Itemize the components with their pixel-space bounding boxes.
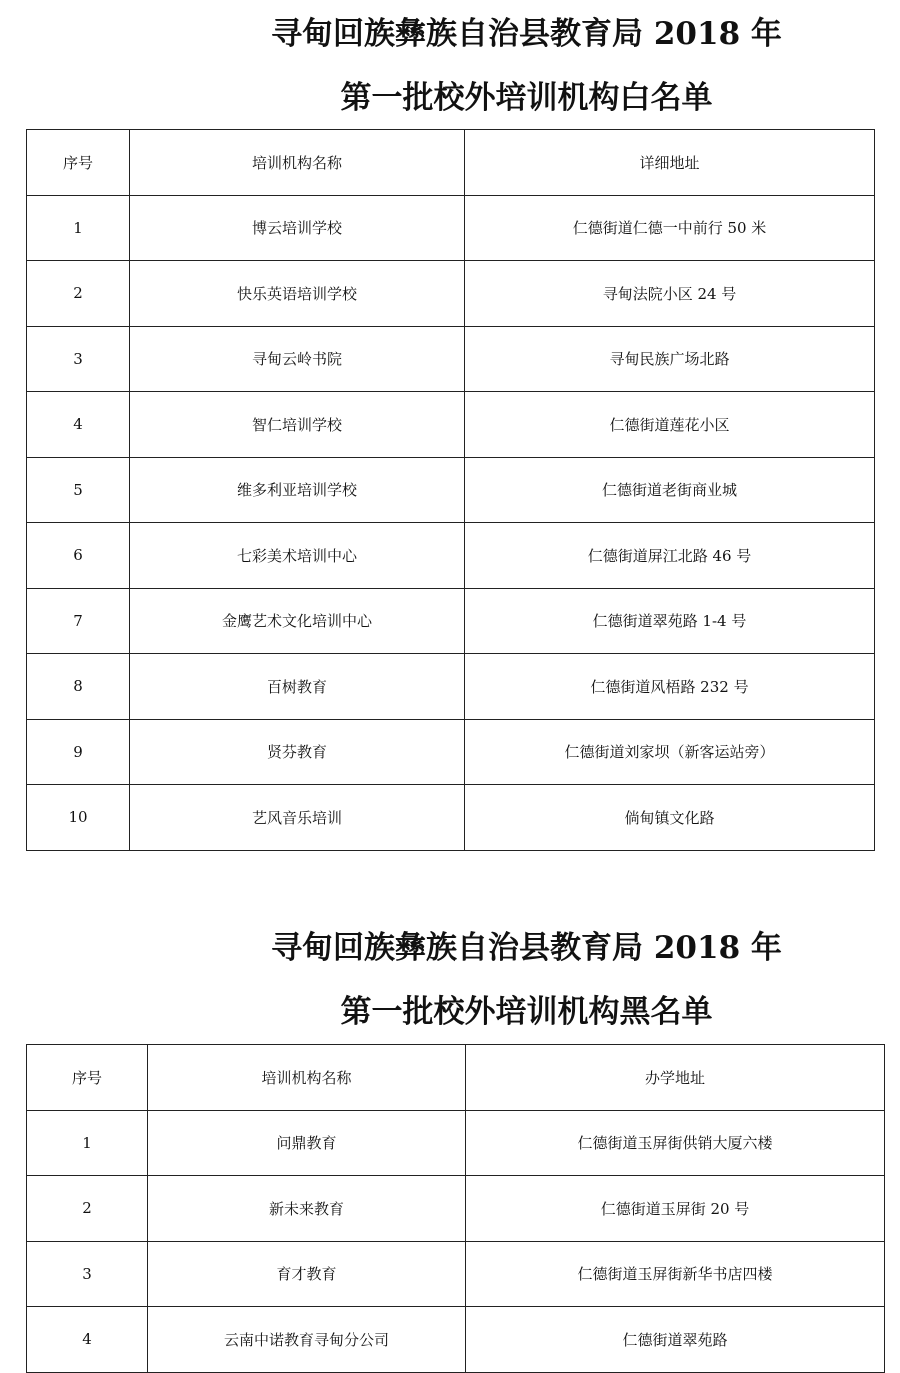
row-number: 7 — [27, 588, 130, 654]
institution-name: 寻甸云岭书院 — [130, 326, 465, 392]
column-header: 培训机构名称 — [148, 1045, 466, 1111]
row-number: 6 — [27, 523, 130, 589]
row-number: 5 — [27, 457, 130, 523]
blacklist-title-line1: 寻甸回族彝族自治县教育局 2018 年 — [271, 930, 782, 966]
address: 寻甸民族广场北路 — [465, 326, 875, 392]
row-number: 8 — [27, 654, 130, 720]
address: 仁德街道屏江北路 46 号 — [465, 523, 875, 589]
row-number: 1 — [27, 1110, 148, 1176]
institution-name: 贤芬教育 — [130, 719, 465, 785]
address: 寻甸法院小区 24 号 — [465, 261, 875, 327]
table-header-row — [27, 130, 875, 196]
table-row — [27, 523, 875, 589]
row-number: 2 — [27, 261, 130, 327]
table-row — [27, 457, 875, 523]
institution-name: 博云培训学校 — [130, 195, 465, 261]
column-header: 详细地址 — [465, 130, 875, 196]
institution-name: 问鼎教育 — [148, 1110, 466, 1176]
institution-name: 智仁培训学校 — [130, 392, 465, 458]
institution-name: 新未来教育 — [148, 1176, 466, 1242]
table-header-row — [27, 1045, 885, 1111]
blacklist-title-line2: 第一批校外培训机构黑名单 — [340, 994, 713, 1030]
whitelist-title-line2: 第一批校外培训机构白名单 — [340, 80, 713, 116]
address: 仁德街道刘家坝（新客运站旁） — [465, 719, 875, 785]
institution-name: 育才教育 — [148, 1241, 466, 1307]
blacklist-table — [26, 1044, 885, 1373]
address: 仁德街道仁德一中前行 50 米 — [465, 195, 875, 261]
table-row — [27, 1307, 885, 1373]
institution-name: 艺风音乐培训 — [130, 785, 465, 851]
address: 仁德街道玉屏街供销大厦六楼 — [466, 1110, 885, 1176]
row-number: 3 — [27, 326, 130, 392]
column-header: 序号 — [27, 130, 130, 196]
table-row — [27, 719, 875, 785]
address: 仁德街道风梧路 232 号 — [465, 654, 875, 720]
row-number: 2 — [27, 1176, 148, 1242]
address: 仁德街道玉屏街新华书店四楼 — [466, 1241, 885, 1307]
column-header: 序号 — [27, 1045, 148, 1111]
table-row — [27, 588, 875, 654]
institution-name: 云南中诺教育寻甸分公司 — [148, 1307, 466, 1373]
table-row — [27, 261, 875, 327]
table-row — [27, 326, 875, 392]
address: 倘甸镇文化路 — [465, 785, 875, 851]
column-header: 培训机构名称 — [130, 130, 465, 196]
table-row — [27, 1110, 885, 1176]
institution-name: 金鹰艺术文化培训中心 — [130, 588, 465, 654]
row-number: 4 — [27, 392, 130, 458]
row-number: 1 — [27, 195, 130, 261]
address: 仁德街道翠苑路 — [466, 1307, 885, 1373]
institution-name: 快乐英语培训学校 — [130, 261, 465, 327]
address: 仁德街道翠苑路 1-4 号 — [465, 588, 875, 654]
institution-name: 百树教育 — [130, 654, 465, 720]
row-number: 9 — [27, 719, 130, 785]
row-number: 10 — [27, 785, 130, 851]
row-number: 3 — [27, 1241, 148, 1307]
table-row — [27, 785, 875, 851]
institution-name: 七彩美术培训中心 — [130, 523, 465, 589]
table-row — [27, 1241, 885, 1307]
table-row — [27, 654, 875, 720]
table-row — [27, 195, 875, 261]
table-row — [27, 392, 875, 458]
institution-name: 维多利亚培训学校 — [130, 457, 465, 523]
column-header: 办学地址 — [466, 1045, 885, 1111]
address: 仁德街道莲花小区 — [465, 392, 875, 458]
whitelist-table — [26, 129, 875, 851]
address: 仁德街道老街商业城 — [465, 457, 875, 523]
address: 仁德街道玉屏街 20 号 — [466, 1176, 885, 1242]
row-number: 4 — [27, 1307, 148, 1373]
table-row — [27, 1176, 885, 1242]
whitelist-title-line1: 寻甸回族彝族自治县教育局 2018 年 — [271, 16, 782, 52]
